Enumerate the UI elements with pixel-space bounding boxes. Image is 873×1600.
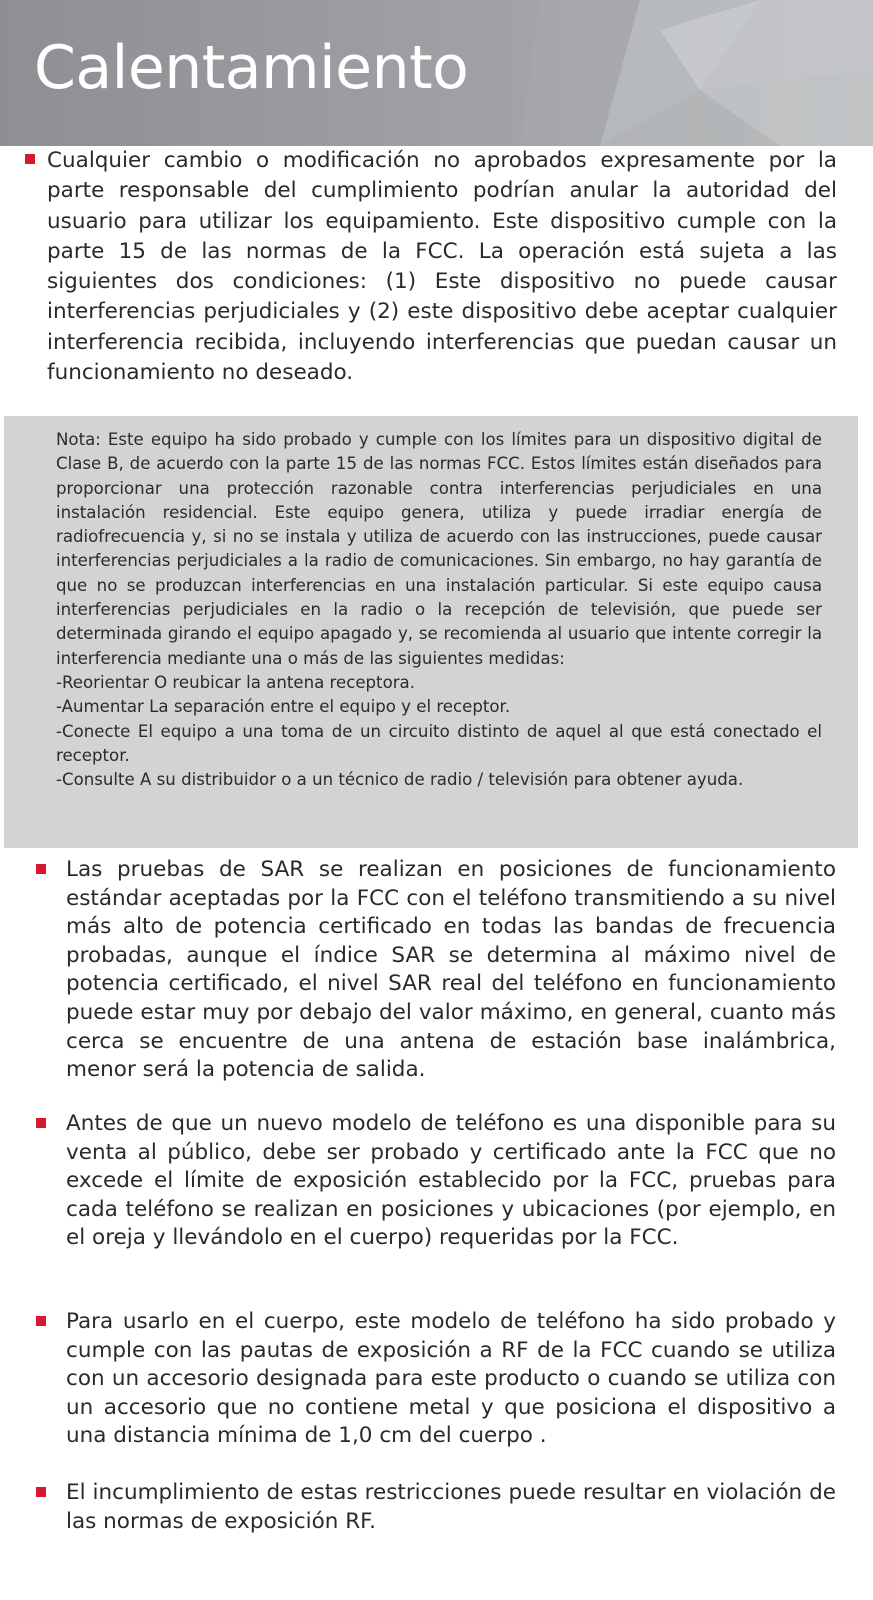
- note-measure: -Consulte A su distribuidor o a un técnico de radio / televisión para obtener ayuda.: [56, 770, 744, 790]
- note-measure: -Aumentar La separación entre el equipo y el receptor.: [56, 697, 511, 717]
- page-header: [0, 0, 873, 146]
- note-measure: -Conecte El equipo a una toma de un circuito distinto de aquel al que está conectado el receptor.: [56, 721, 822, 765]
- bullet-square-icon: [36, 1118, 46, 1128]
- note-measure: -Reorientar O reubicar la antena receptora.: [56, 672, 415, 692]
- bullet-square-icon: [25, 154, 35, 164]
- intro-paragraph: Cualquier cambio o modificación no aprobados expresamente por la parte responsable del cumplimiento podrían anular la autoridad del usuario para utilizar los equipamiento. Este dispositivo cumple con la parte 15 de las normas de la FCC. La operación está sujeta a las siguientes dos condiciones: (1) Este dispositivo no puede causar interferencias perjudiciales y (2) este dispositivo debe aceptar cualquier interferencia recibida, incluyendo interferencias que puedan causar un funcionamiento no deseado.: [47, 148, 837, 386]
- bullet-paragraph: Las pruebas de SAR se realizan en posiciones de funcionamiento estándar aceptadas por la FCC con el teléfono transmitiendo a su nivel más alto de potencia certificado en todas las bandas de frecuencia probadas, aunque el índice SAR se determina al máximo nivel de potencia certificado, el nivel SAR real del teléfono en funcionamiento puede estar muy por debajo del valor máximo, en general, cuanto más cerca se encuentre de una antena de estación base inalámbrica, menor será la potencia de salida.: [66, 857, 836, 1083]
- bullet-paragraph: El incumplimiento de estas restricciones puede resultar en violación de las normas de exposición RF.: [66, 1480, 836, 1534]
- note-main: Nota: Este equipo ha sido probado y cumple con los límites para un dispositivo digital de Clase B, de acuerdo con la parte 15 de las normas FCC. Estos límites están diseñados para proporcionar una protección razonable contra interferencias perjudiciales en una instalación residencial. Este equipo genera, utiliza y puede irradiar energía de radiofrecuencia y, si no se instala y utiliza de acuerdo con las instrucciones, puede causar interferencias perjudiciales a la radio de comunicaciones. Sin embargo, no hay garantía de que no se produzcan interferencias en una instalación particular. Si este equipo causa interferencias perjudiciales en la radio o la recepción de televisión, que puede ser determinada girando el equipo apagado y, se recomienda al usuario que intente corregir la interferencia mediante una o más de las siguientes medidas:: [56, 430, 822, 668]
- bullet-square-icon: [36, 1316, 46, 1326]
- note-box: [4, 416, 858, 848]
- bullet-paragraph: Para usarlo en el cuerpo, este modelo de teléfono ha sido probado y cumple con las pautas de exposición a RF de la FCC cuando se utiliza con un accesorio designada para este producto o cuando se utiliza con un accesorio que no contiene metal y que posiciona el dispositivo a una distancia mínima de 1,0 cm del cuerpo .: [66, 1309, 836, 1449]
- note-text: [56, 428, 822, 792]
- bullet-paragraph: Antes de que un nuevo modelo de teléfono es una disponible para su venta al público, debe ser probado y certificado ante la FCC que no excede el límite de exposición establecido por la FCC, pruebas para cada teléfono se realizan en posiciones y ubicaciones (por ejemplo, en el oreja y llevándolo en el cuerpo) requeridas por la FCC.: [66, 1111, 836, 1251]
- page-title: Calentamiento: [34, 33, 469, 103]
- bullet-square-icon: [36, 1487, 46, 1497]
- bullet-square-icon: [36, 864, 46, 874]
